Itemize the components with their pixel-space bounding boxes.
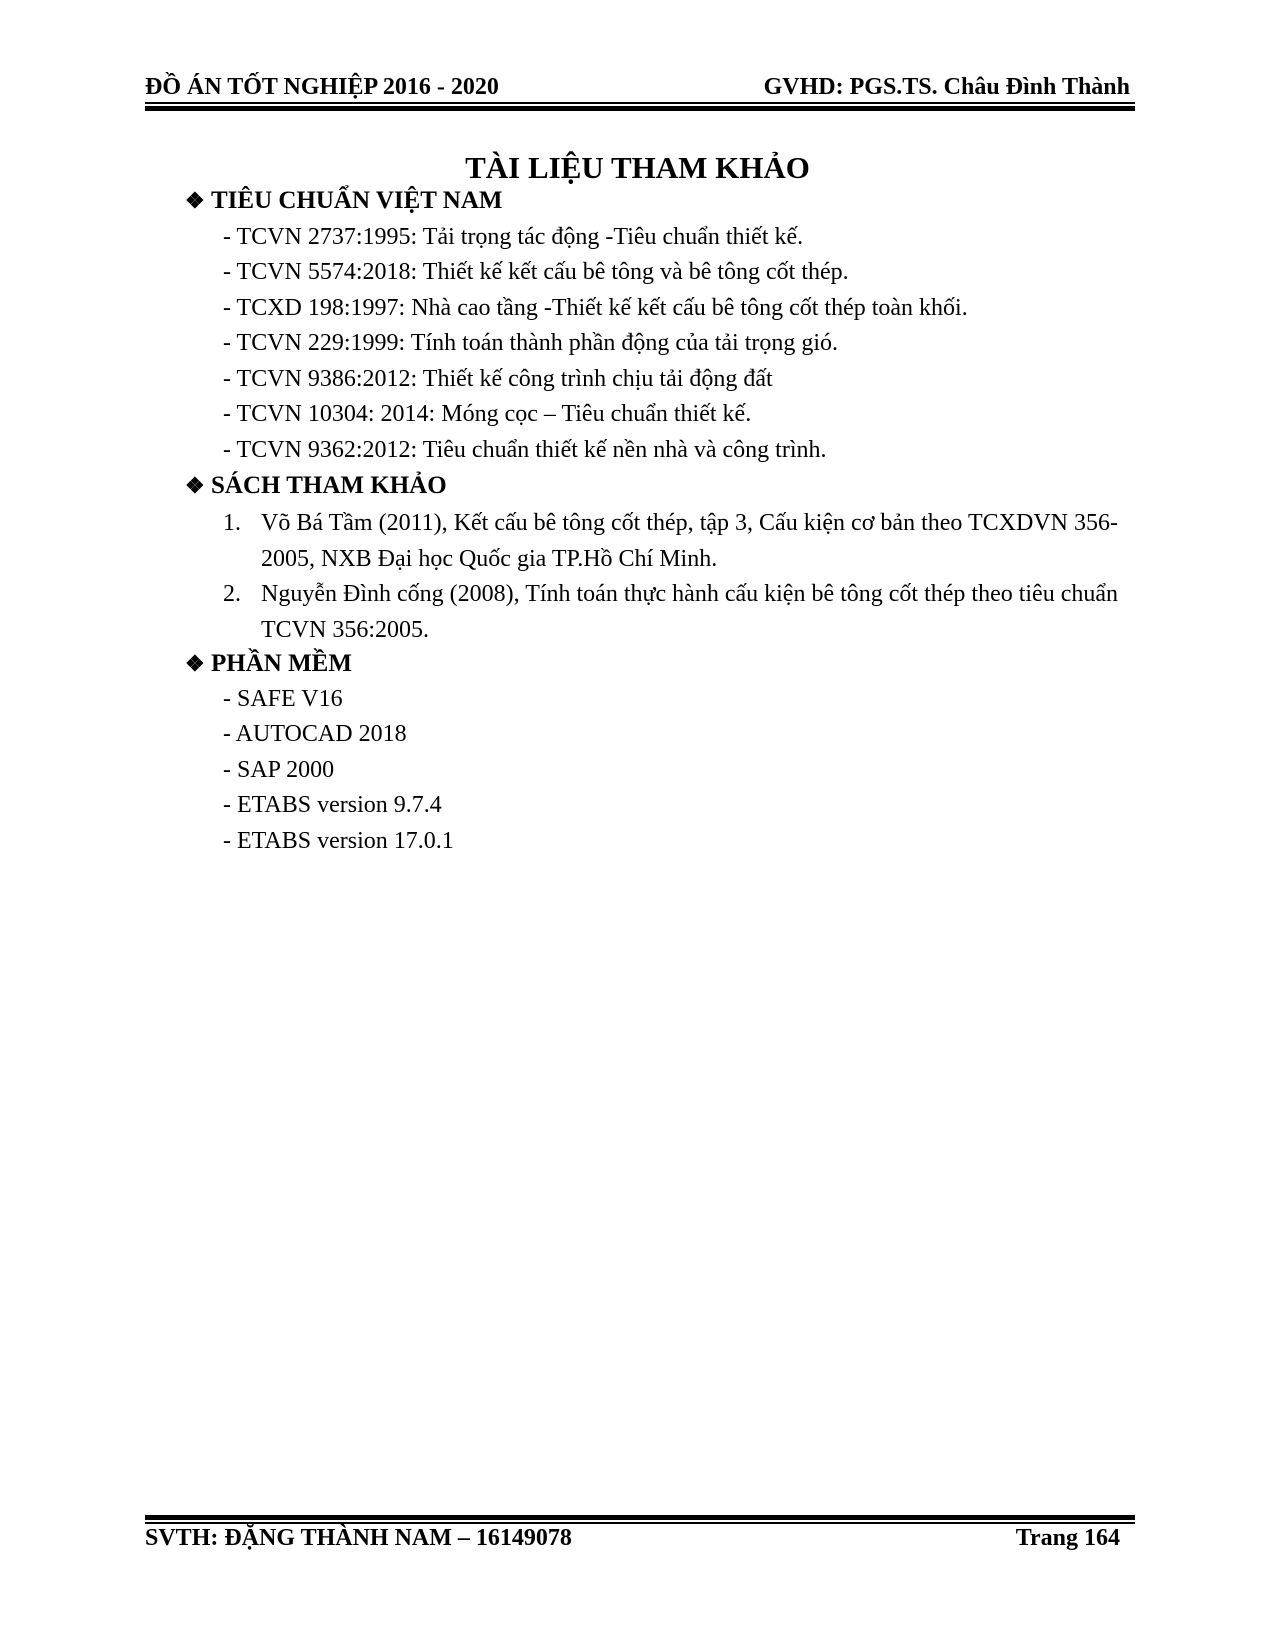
page-footer: [145, 1525, 1130, 1559]
footer-rule-thin: [145, 1522, 1135, 1524]
page-title: TÀI LIỆU THAM KHẢO: [465, 150, 810, 185]
diamond-bullet-icon: ❖: [185, 651, 205, 676]
reference-text: Nguyễn Đình cống (2008), Tính toán thực hành cấu kiện bê tông cốt thép theo tiêu chuẩn TCVN 356:2005.: [261, 581, 1119, 643]
header-advisor: GVHD: PGS.TS. Châu Đình Thành: [763, 74, 1130, 100]
standard-item: - TCVN 10304: 2014: Móng cọc – Tiêu chuẩn thiết kế.: [223, 401, 752, 427]
footer-student: SVTH: ĐẶNG THÀNH NAM – 16149078: [145, 1525, 572, 1551]
standard-item: - TCVN 229:1999: Tính toán thành phần động của tải trọng gió.: [223, 330, 839, 356]
standard-item: - TCVN 9362:2012: Tiêu chuẩn thiết kế nền nhà và công trình.: [223, 437, 827, 463]
section-heading-label: SÁCH THAM KHẢO: [211, 472, 447, 499]
software-item: - SAFE V16: [223, 686, 343, 712]
software-item: - AUTOCAD 2018: [223, 721, 407, 747]
reference-number: 2.: [223, 581, 241, 607]
standard-item: - TCVN 2737:1995: Tải trọng tác động -Tiêu chuẩn thiết kế.: [223, 224, 804, 250]
software-item: - SAP 2000: [223, 757, 335, 783]
software-item: - ETABS version 17.0.1: [223, 828, 454, 854]
software-item: - ETABS version 9.7.4: [223, 792, 442, 818]
page-header: [145, 70, 1130, 104]
diamond-bullet-icon: ❖: [185, 188, 205, 213]
section-heading-standards: [185, 187, 502, 215]
standard-item: - TCVN 5574:2018: Thiết kế kết cấu bê tông và bê tông cốt thép.: [223, 259, 849, 285]
section-heading-software: [185, 650, 352, 678]
footer-rule-thick: [145, 1515, 1135, 1520]
header-rule-thin: [145, 102, 1135, 104]
book-reference: [223, 576, 1118, 648]
book-reference: [223, 505, 1118, 577]
section-heading-label: TIÊU CHUẨN VIỆT NAM: [211, 187, 503, 214]
page-number: Trang 164: [1015, 1525, 1120, 1551]
standard-item: - TCXD 198:1997: Nhà cao tầng -Thiết kế kết cấu bê tông cốt thép toàn khối.: [223, 295, 968, 321]
reference-number: 1.: [223, 510, 241, 536]
header-project-title: ĐỒ ÁN TỐT NGHIỆP 2016 - 2020: [145, 74, 499, 100]
standard-item: - TCVN 9386:2012: Thiết kế công trình chịu tải động đất: [223, 366, 773, 392]
section-heading-label: PHẦN MỀM: [211, 650, 352, 677]
diamond-bullet-icon: ❖: [185, 473, 205, 498]
header-rule-thick: [145, 106, 1135, 111]
section-heading-books: [185, 472, 447, 500]
reference-text: Võ Bá Tầm (2011), Kết cấu bê tông cốt thép, tập 3, Cấu kiện cơ bản theo TCXDVN 356-2005, NXB Đại học Quốc gia TP.Hồ Chí Minh.: [261, 510, 1118, 572]
